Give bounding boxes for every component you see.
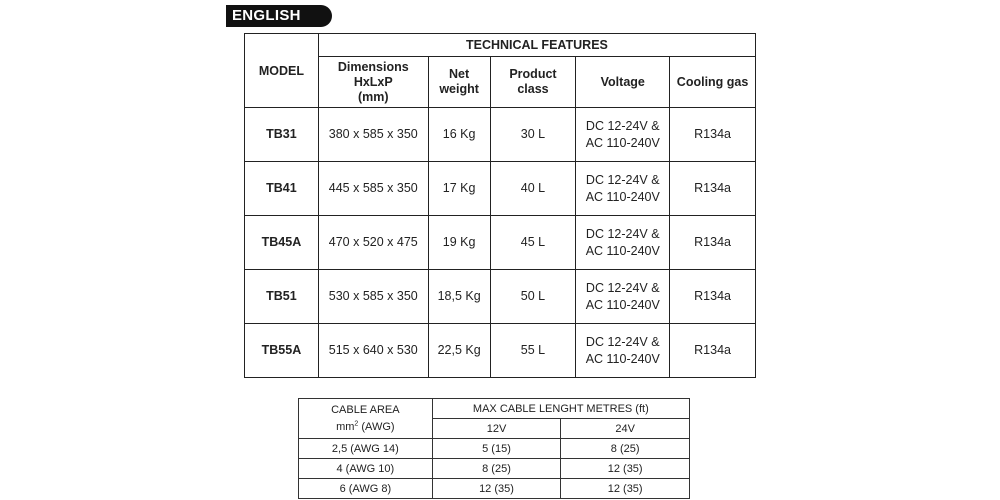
product-class-header-line2: class — [517, 82, 549, 96]
voltage-cell — [576, 324, 670, 378]
model-cell: TB41 — [245, 162, 319, 216]
technical-features-header: TECHNICAL FEATURES — [318, 34, 755, 57]
voltage-cell — [576, 108, 670, 162]
class-cell: 55 L — [490, 324, 576, 378]
net-weight-header — [428, 57, 490, 108]
cable-area-header — [299, 399, 433, 439]
max-cable-length-header: MAX CABLE LENGHT METRES (ft) — [432, 399, 689, 419]
table-row — [245, 324, 756, 378]
length-24v-cell: 12 (35) — [561, 479, 690, 499]
voltage-24v-header: 24V — [561, 419, 690, 439]
voltage-cell — [576, 162, 670, 216]
cable-area-header-unit — [336, 421, 394, 433]
length-12v-cell: 8 (25) — [432, 459, 561, 479]
weight-cell: 19 Kg — [428, 216, 490, 270]
net-weight-header-line2: weight — [439, 82, 479, 96]
class-cell: 45 L — [490, 216, 576, 270]
length-24v-cell: 12 (35) — [561, 459, 690, 479]
voltage-ac: AC 110-240V — [585, 135, 660, 150]
table-row — [245, 162, 756, 216]
voltage-cell — [576, 216, 670, 270]
cable-area-cell: 6 (AWG 8) — [299, 479, 433, 499]
cable-area-cell: 2,5 (AWG 14) — [299, 439, 433, 459]
voltage-header: Voltage — [576, 57, 670, 108]
voltage-ac: AC 110-240V — [585, 189, 660, 204]
cable-area-header-line1: CABLE AREA — [331, 404, 400, 417]
dimensions-header — [318, 57, 428, 108]
dimensions-cell: 380 x 585 x 350 — [318, 108, 428, 162]
table-row — [299, 459, 690, 479]
weight-cell: 17 Kg — [428, 162, 490, 216]
cooling-gas-header: Cooling gas — [670, 57, 756, 108]
table-row — [299, 439, 690, 459]
voltage-ac: AC 110-240V — [585, 297, 660, 312]
dimensions-header-line1: Dimensions — [337, 59, 409, 74]
voltage-cell — [576, 270, 670, 324]
cable-area-mm: mm — [336, 420, 355, 433]
product-class-header — [490, 57, 576, 108]
dimensions-header-line2: HxLxP — [353, 74, 393, 89]
gas-cell: R134a — [670, 324, 756, 378]
cable-area-awg: (AWG) — [358, 420, 395, 433]
cable-area-sup: 2 — [354, 420, 359, 428]
dimensions-cell: 470 x 520 x 475 — [318, 216, 428, 270]
voltage-dc: DC 12-24V & — [585, 118, 660, 133]
cable-area-cell: 4 (AWG 10) — [299, 459, 433, 479]
dimensions-cell: 515 x 640 x 530 — [318, 324, 428, 378]
length-12v-cell: 5 (15) — [432, 439, 561, 459]
dimensions-cell: 445 x 585 x 350 — [318, 162, 428, 216]
gas-cell: R134a — [670, 108, 756, 162]
model-cell: TB55A — [245, 324, 319, 378]
class-cell: 30 L — [490, 108, 576, 162]
length-24v-cell: 8 (25) — [561, 439, 690, 459]
class-cell: 50 L — [490, 270, 576, 324]
table-row — [245, 108, 756, 162]
weight-cell: 22,5 Kg — [428, 324, 490, 378]
class-cell: 40 L — [490, 162, 576, 216]
net-weight-header-line1: Net — [449, 67, 470, 81]
voltage-ac: AC 110-240V — [585, 243, 660, 258]
table-row — [299, 479, 690, 499]
length-12v-cell: 12 (35) — [432, 479, 561, 499]
cable-length-table — [298, 398, 690, 499]
language-tab: ENGLISH — [226, 5, 332, 27]
dimensions-header-line3: (mm) — [357, 89, 389, 104]
table-row — [245, 270, 756, 324]
model-header: MODEL — [245, 34, 319, 108]
voltage-12v-header: 12V — [432, 419, 561, 439]
model-cell: TB51 — [245, 270, 319, 324]
model-cell: TB45A — [245, 216, 319, 270]
weight-cell: 18,5 Kg — [428, 270, 490, 324]
gas-cell: R134a — [670, 216, 756, 270]
voltage-dc: DC 12-24V & — [585, 280, 660, 295]
gas-cell: R134a — [670, 270, 756, 324]
table-row — [245, 216, 756, 270]
gas-cell: R134a — [670, 162, 756, 216]
model-cell: TB31 — [245, 108, 319, 162]
voltage-ac: AC 110-240V — [585, 351, 660, 366]
voltage-dc: DC 12-24V & — [585, 334, 660, 349]
dimensions-cell: 530 x 585 x 350 — [318, 270, 428, 324]
voltage-dc: DC 12-24V & — [585, 226, 660, 241]
product-class-header-line1: Product — [509, 67, 557, 81]
voltage-dc: DC 12-24V & — [585, 172, 660, 187]
technical-features-table — [244, 33, 756, 378]
weight-cell: 16 Kg — [428, 108, 490, 162]
